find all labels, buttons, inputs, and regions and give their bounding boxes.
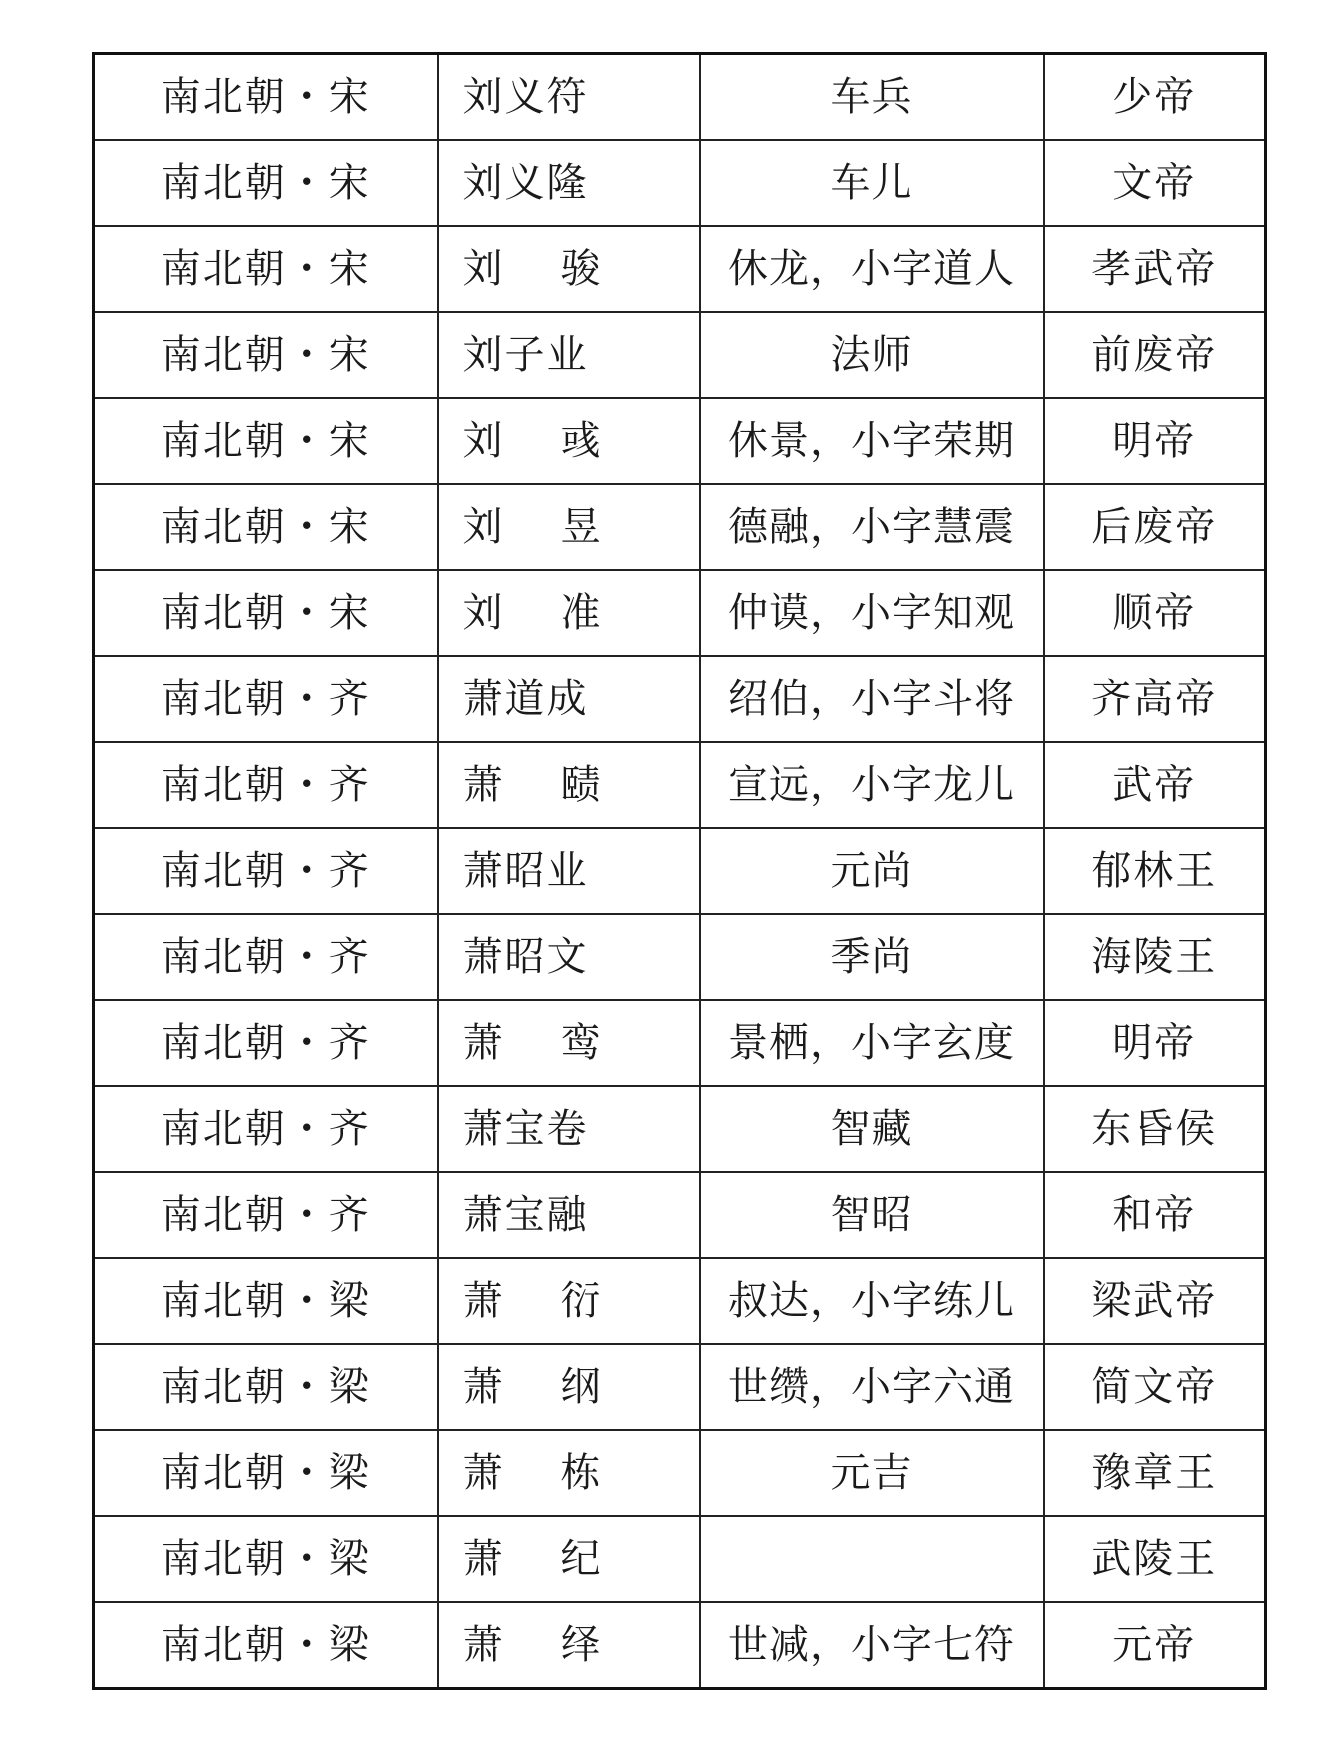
emperor-title-cell: 后废帝	[1044, 484, 1266, 570]
dynasty-cell: 南北朝・宋	[94, 312, 438, 398]
courtesy-name-cell: 智藏	[700, 1086, 1044, 1172]
personal-name-cell: 刘义符	[438, 54, 700, 141]
personal-name-cell	[438, 1000, 700, 1086]
dynasty-cell: 南北朝・宋	[94, 226, 438, 312]
courtesy-name-cell: 世缵，小字六通	[700, 1344, 1044, 1430]
table-row	[94, 1258, 1266, 1344]
dynasty-cell: 南北朝・宋	[94, 484, 438, 570]
given-name: 鸾	[560, 1020, 603, 1066]
given-name: 赜	[560, 762, 603, 808]
dynasty-cell: 南北朝・梁	[94, 1430, 438, 1516]
courtesy-name-cell: 景栖，小字玄度	[700, 1000, 1044, 1086]
emperor-title-cell: 元帝	[1044, 1602, 1266, 1689]
split-name	[462, 246, 603, 292]
emperor-title-cell: 顺帝	[1044, 570, 1266, 656]
emperor-title-cell: 简文帝	[1044, 1344, 1266, 1430]
table-row	[94, 1000, 1266, 1086]
table-row	[94, 398, 1266, 484]
split-name	[462, 1536, 603, 1582]
personal-name-cell: 萧道成	[438, 656, 700, 742]
split-name	[462, 1450, 603, 1496]
table-row	[94, 742, 1266, 828]
given-name: 纪	[560, 1536, 603, 1582]
dynasty-cell: 南北朝・齐	[94, 742, 438, 828]
table-row	[94, 484, 1266, 570]
surname: 萧	[462, 1450, 505, 1496]
dynasty-cell: 南北朝・齐	[94, 1000, 438, 1086]
personal-name-cell	[438, 1430, 700, 1516]
personal-name-cell: 萧昭业	[438, 828, 700, 914]
table-row	[94, 1344, 1266, 1430]
surname: 萧	[462, 1020, 505, 1066]
split-name	[462, 504, 603, 550]
emperor-title-cell: 明帝	[1044, 398, 1266, 484]
surname: 刘	[462, 246, 505, 292]
table-row	[94, 1516, 1266, 1602]
given-name: 骏	[560, 246, 603, 292]
surname: 萧	[462, 1536, 505, 1582]
courtesy-name-cell: 绍伯，小字斗将	[700, 656, 1044, 742]
dynasty-cell: 南北朝・梁	[94, 1344, 438, 1430]
table-row	[94, 914, 1266, 1000]
courtesy-name-cell: 仲谟，小字知观	[700, 570, 1044, 656]
emperor-title-cell: 明帝	[1044, 1000, 1266, 1086]
courtesy-name-cell: 元吉	[700, 1430, 1044, 1516]
given-name: 衍	[560, 1278, 603, 1324]
table-row	[94, 54, 1266, 141]
surname: 萧	[462, 1622, 505, 1668]
dynasty-cell: 南北朝・齐	[94, 1086, 438, 1172]
split-name	[462, 418, 603, 464]
surname: 刘	[462, 504, 505, 550]
personal-name-cell	[438, 484, 700, 570]
emperor-title-cell: 海陵王	[1044, 914, 1266, 1000]
courtesy-name-cell: 宣远，小字龙儿	[700, 742, 1044, 828]
courtesy-name-cell: 世减，小字七符	[700, 1602, 1044, 1689]
emperor-title-cell: 少帝	[1044, 54, 1266, 141]
split-name	[462, 762, 603, 808]
split-name	[462, 1020, 603, 1066]
surname: 刘	[462, 418, 505, 464]
split-name	[462, 590, 603, 636]
table-row	[94, 1602, 1266, 1689]
dynasty-cell: 南北朝・梁	[94, 1516, 438, 1602]
personal-name-cell: 刘子业	[438, 312, 700, 398]
courtesy-name-cell: 车儿	[700, 140, 1044, 226]
courtesy-name-cell: 休景，小字荣期	[700, 398, 1044, 484]
emperor-title-cell: 郁林王	[1044, 828, 1266, 914]
given-name: 昱	[560, 504, 603, 550]
surname: 刘	[462, 590, 505, 636]
dynasty-cell: 南北朝・宋	[94, 570, 438, 656]
courtesy-name-cell: 智昭	[700, 1172, 1044, 1258]
personal-name-cell	[438, 742, 700, 828]
courtesy-name-cell	[700, 1516, 1044, 1602]
personal-name-cell: 萧昭文	[438, 914, 700, 1000]
emperor-title-cell: 和帝	[1044, 1172, 1266, 1258]
dynasty-cell: 南北朝・齐	[94, 914, 438, 1000]
courtesy-name-cell: 车兵	[700, 54, 1044, 141]
split-name	[462, 1622, 603, 1668]
emperor-title-cell: 齐高帝	[1044, 656, 1266, 742]
given-name: 栋	[560, 1450, 603, 1496]
dynasty-cell: 南北朝・梁	[94, 1258, 438, 1344]
dynasty-cell: 南北朝・齐	[94, 828, 438, 914]
given-name: 纲	[560, 1364, 603, 1410]
personal-name-cell	[438, 570, 700, 656]
dynasty-cell: 南北朝・宋	[94, 54, 438, 141]
emperor-title-cell: 孝武帝	[1044, 226, 1266, 312]
dynasty-cell: 南北朝・宋	[94, 140, 438, 226]
dynasty-cell: 南北朝・梁	[94, 1602, 438, 1689]
table-row	[94, 226, 1266, 312]
surname: 萧	[462, 1364, 505, 1410]
table-row	[94, 312, 1266, 398]
personal-name-cell	[438, 1602, 700, 1689]
personal-name-cell	[438, 398, 700, 484]
courtesy-name-cell: 叔达，小字练儿	[700, 1258, 1044, 1344]
dynasty-cell: 南北朝・齐	[94, 656, 438, 742]
personal-name-cell	[438, 1516, 700, 1602]
personal-name-cell	[438, 1344, 700, 1430]
table-row	[94, 140, 1266, 226]
split-name	[462, 1364, 603, 1410]
personal-name-cell: 萧宝卷	[438, 1086, 700, 1172]
given-name: 彧	[560, 418, 603, 464]
table-row	[94, 1430, 1266, 1516]
table-body	[94, 54, 1266, 1689]
emperor-title-cell: 梁武帝	[1044, 1258, 1266, 1344]
table-row	[94, 570, 1266, 656]
surname: 萧	[462, 1278, 505, 1324]
dynasty-cell: 南北朝・齐	[94, 1172, 438, 1258]
courtesy-name-cell: 法师	[700, 312, 1044, 398]
table-row	[94, 828, 1266, 914]
personal-name-cell: 萧宝融	[438, 1172, 700, 1258]
table-row	[94, 1086, 1266, 1172]
split-name	[462, 1278, 603, 1324]
emperor-title-cell: 东昏侯	[1044, 1086, 1266, 1172]
courtesy-name-cell: 德融，小字慧震	[700, 484, 1044, 570]
courtesy-name-cell: 季尚	[700, 914, 1044, 1000]
emperor-title-cell: 武帝	[1044, 742, 1266, 828]
emperor-title-cell: 武陵王	[1044, 1516, 1266, 1602]
surname: 萧	[462, 762, 505, 808]
emperor-title-cell: 前废帝	[1044, 312, 1266, 398]
personal-name-cell	[438, 226, 700, 312]
courtesy-name-cell: 休龙，小字道人	[700, 226, 1044, 312]
personal-name-cell	[438, 1258, 700, 1344]
personal-name-cell: 刘义隆	[438, 140, 700, 226]
emperor-names-table	[92, 52, 1267, 1690]
given-name: 绎	[560, 1622, 603, 1668]
dynasty-cell: 南北朝・宋	[94, 398, 438, 484]
emperor-title-cell: 文帝	[1044, 140, 1266, 226]
table-row	[94, 1172, 1266, 1258]
given-name: 准	[560, 590, 603, 636]
table-row	[94, 656, 1266, 742]
emperor-title-cell: 豫章王	[1044, 1430, 1266, 1516]
courtesy-name-cell: 元尚	[700, 828, 1044, 914]
